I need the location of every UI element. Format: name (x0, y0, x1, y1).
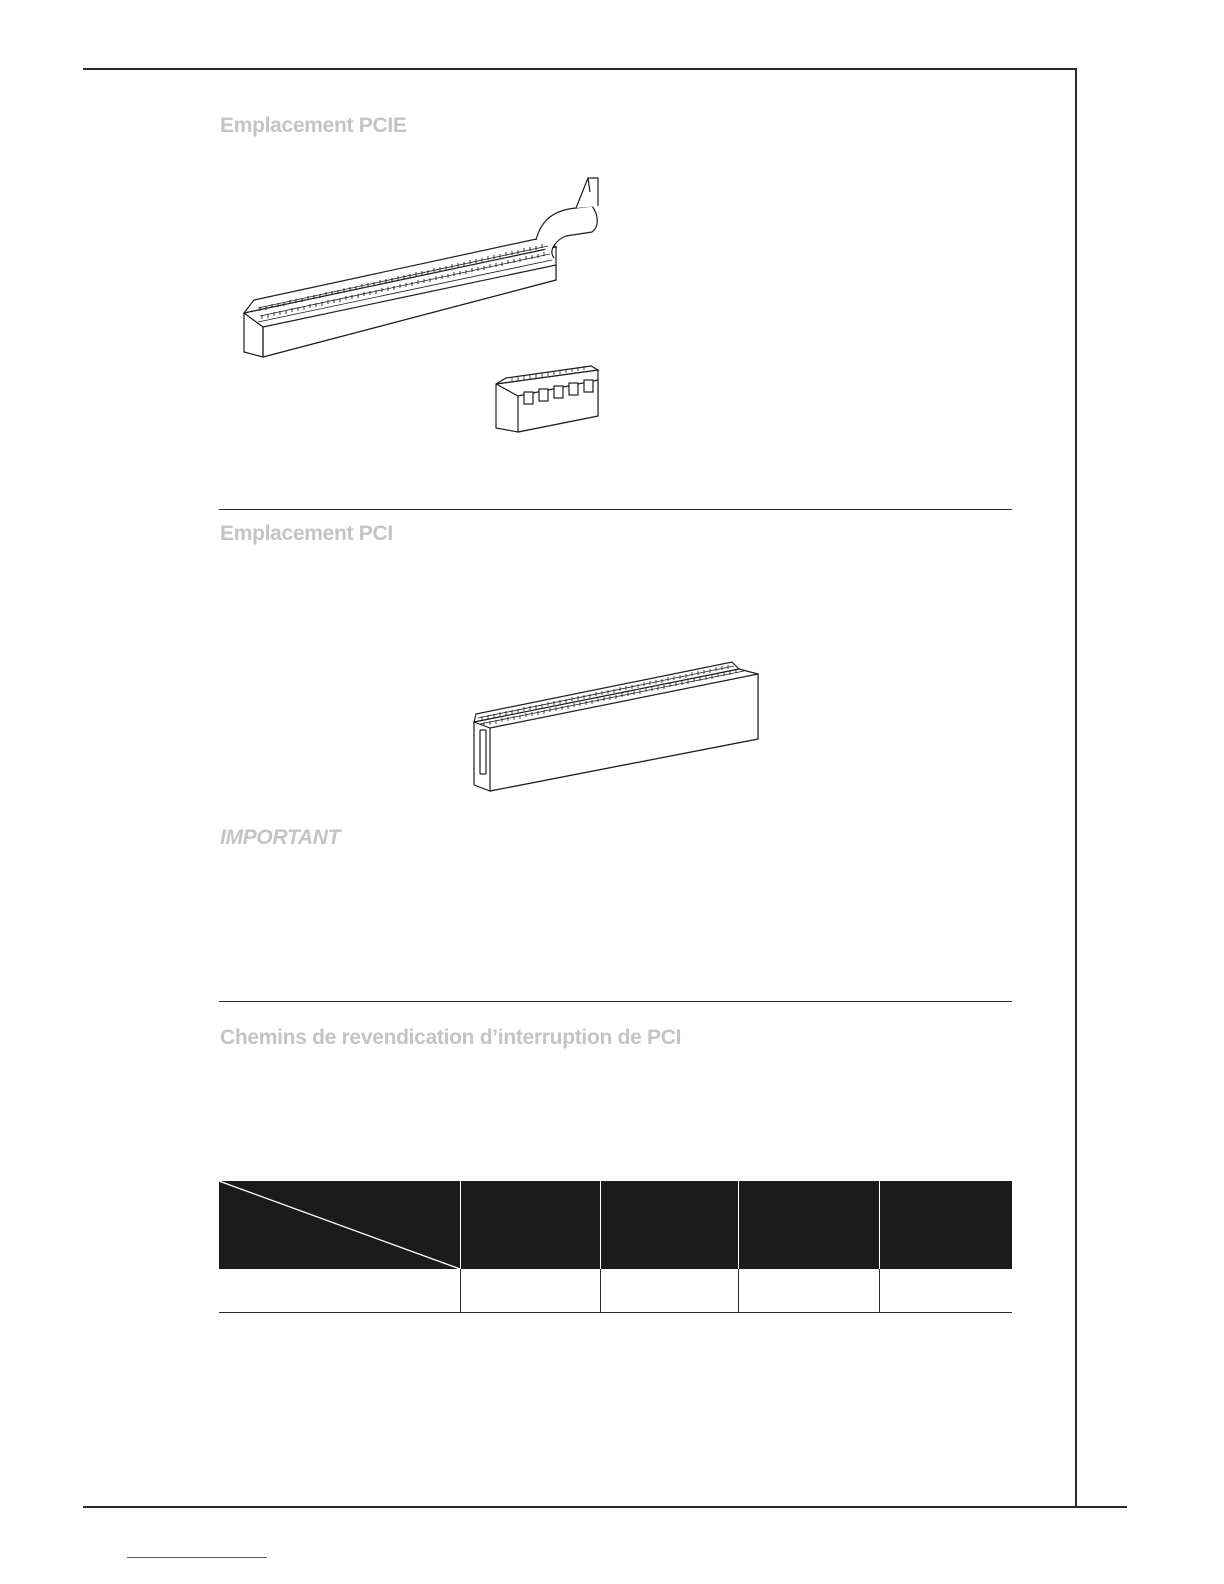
irq-table-header-cell (600, 1181, 738, 1269)
section-divider-2 (219, 1001, 1012, 1002)
irq-table-header-cell (738, 1181, 879, 1269)
pcie-slot-illustration (236, 170, 616, 440)
irq-table-header-cell (460, 1181, 600, 1269)
irq-table-cell (738, 1269, 879, 1313)
pci-section-title: Emplacement PCI (220, 522, 393, 545)
irq-table-cell (879, 1269, 1012, 1313)
diagonal-divider (219, 1181, 460, 1269)
irq-table-header-row (219, 1181, 1012, 1269)
section-divider-1 (219, 509, 1012, 510)
irq-table-header-cell (879, 1181, 1012, 1269)
irq-table-cell (460, 1269, 600, 1313)
irq-table-cell (219, 1269, 460, 1313)
irq-section-title: Chemins de revendication d’interruption de PCI (220, 1026, 682, 1049)
irq-table-cell (600, 1269, 738, 1313)
top-rule (83, 68, 1076, 70)
footer-link-underline[interactable] (127, 1557, 267, 1558)
irq-table-corner-cell (219, 1181, 460, 1269)
pcie-section-title: Emplacement PCIE (220, 114, 407, 137)
bottom-rule (83, 1506, 1127, 1508)
right-rule (1075, 68, 1077, 1508)
important-title: IMPORTANT (220, 826, 341, 849)
pci-slot-illustration (470, 652, 762, 794)
irq-table-row (219, 1269, 1012, 1313)
irq-table (219, 1181, 1012, 1313)
